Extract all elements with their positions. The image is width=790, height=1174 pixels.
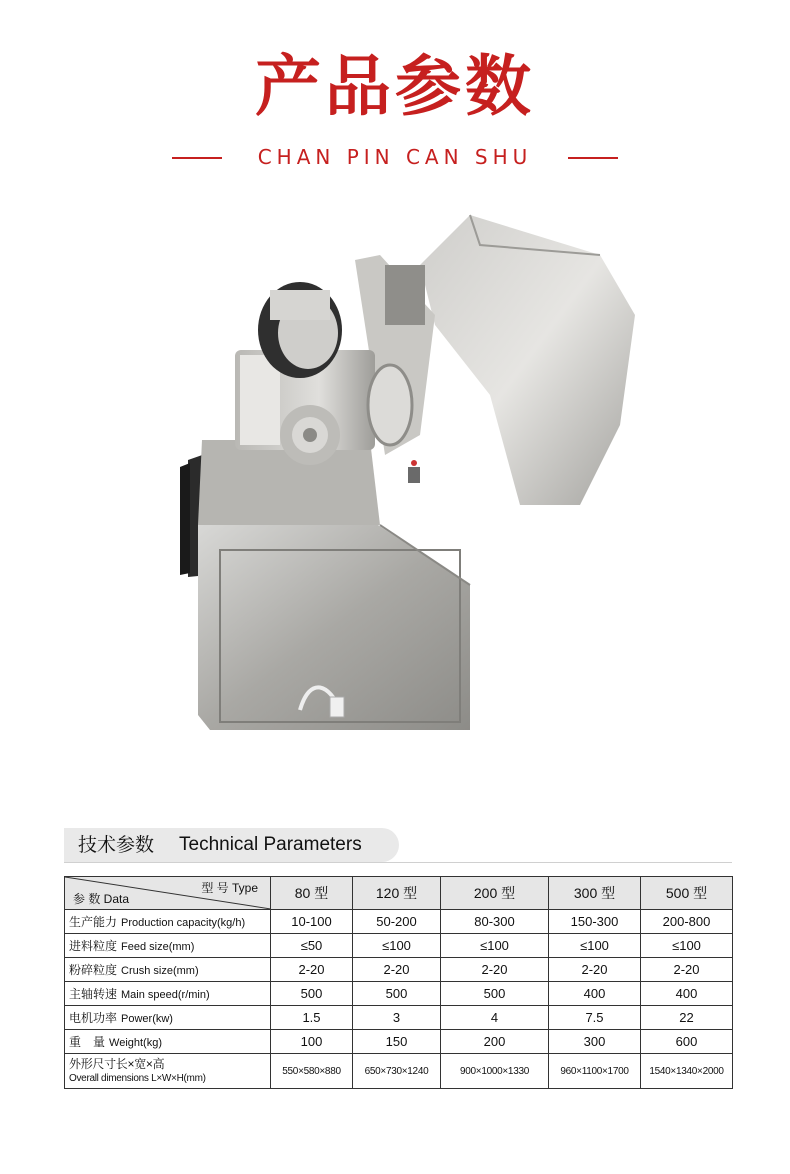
table-cell: 2-20	[641, 958, 733, 982]
row-label-zh: 主轴转速	[69, 987, 118, 1001]
table-cell: 200-800	[641, 910, 733, 934]
subtitle-row	[0, 142, 790, 172]
table-row	[65, 934, 733, 958]
model-header: 300 型	[549, 877, 641, 910]
row-label	[65, 1006, 271, 1030]
row-label	[65, 910, 271, 934]
table-cell: 500	[353, 982, 441, 1006]
row-label-en: Weight(kg)	[109, 1037, 162, 1049]
parameters-table	[64, 876, 733, 1089]
table-cell: 150-300	[549, 910, 641, 934]
table-cell: ≤100	[353, 934, 441, 958]
row-label	[65, 982, 271, 1006]
table-cell: 3	[353, 1006, 441, 1030]
section-title-zh: 技术参数	[78, 834, 155, 856]
row-label-zh: 电机功率	[69, 1011, 118, 1025]
section-divider	[64, 862, 732, 863]
table-cell: 400	[641, 982, 733, 1006]
table-row	[65, 982, 733, 1006]
table-corner-cell	[65, 877, 271, 910]
row-label-en: Main speed(r/min)	[121, 989, 210, 1001]
table-cell: 300	[549, 1030, 641, 1054]
table-cell: 2-20	[353, 958, 441, 982]
row-label-zh: 外形尺寸长×宽×高	[69, 1056, 165, 1071]
crusher-machine-photo	[180, 205, 650, 740]
subtitle-divider-right	[568, 157, 618, 159]
section-title-en: Technical Parameters	[179, 834, 362, 855]
row-label-en: Feed size(mm)	[121, 941, 195, 953]
row-label-en: Overall dimensions L×W×H(mm)	[69, 1072, 206, 1084]
table-cell: 2-20	[441, 958, 549, 982]
table-cell: 200	[441, 1030, 549, 1054]
row-label-en: Power(kw)	[121, 1013, 173, 1025]
table-cell: 7.5	[549, 1006, 641, 1030]
table-row	[65, 910, 733, 934]
table-cell: 150	[353, 1030, 441, 1054]
row-label-en: Production capacity(kg/h)	[121, 917, 246, 929]
table-row	[65, 958, 733, 982]
table-header-row	[65, 877, 733, 910]
table-row	[65, 1054, 733, 1089]
table-cell: 4	[441, 1006, 549, 1030]
table-cell: 550×580×880	[271, 1054, 353, 1089]
table-cell: ≤100	[549, 934, 641, 958]
row-label	[65, 958, 271, 982]
table-cell: 80-300	[441, 910, 549, 934]
table-cell: 960×1100×1700	[549, 1054, 641, 1089]
table-cell: 10-100	[271, 910, 353, 934]
model-header: 200 型	[441, 877, 549, 910]
row-label-zh: 粉碎粒度	[69, 963, 118, 977]
table-cell: 650×730×1240	[353, 1054, 441, 1089]
model-header: 500 型	[641, 877, 733, 910]
row-label-en: Crush size(mm)	[121, 965, 199, 977]
subtitle-divider-left	[172, 157, 222, 159]
corner-type-label: 型 号 Type	[201, 881, 258, 895]
model-header: 120 型	[353, 877, 441, 910]
row-label-zh: 进料粒度	[69, 939, 118, 953]
row-label	[65, 1054, 271, 1089]
table-cell: ≤100	[641, 934, 733, 958]
row-label-zh: 重 量	[69, 1035, 106, 1049]
table-cell: ≤100	[441, 934, 549, 958]
page-subtitle: CHAN PIN CAN SHU	[257, 145, 533, 169]
page-title: 产品参数	[255, 48, 535, 125]
table-row	[65, 1006, 733, 1030]
table-cell: 1540×1340×2000	[641, 1054, 733, 1089]
table-cell: 600	[641, 1030, 733, 1054]
model-header: 80 型	[271, 877, 353, 910]
table-cell: 500	[271, 982, 353, 1006]
table-cell: 2-20	[549, 958, 641, 982]
table-cell: 50-200	[353, 910, 441, 934]
table-cell: 1.5	[271, 1006, 353, 1030]
section-header	[64, 828, 399, 862]
table-cell: 900×1000×1330	[441, 1054, 549, 1089]
table-cell: 100	[271, 1030, 353, 1054]
table-cell: ≤50	[271, 934, 353, 958]
table-cell: 22	[641, 1006, 733, 1030]
table-row	[65, 1030, 733, 1054]
table-cell: 400	[549, 982, 641, 1006]
row-label	[65, 1030, 271, 1054]
row-label-zh: 生产能力	[69, 915, 118, 929]
table-cell: 2-20	[271, 958, 353, 982]
table-cell: 500	[441, 982, 549, 1006]
corner-data-label: 参 数 Data	[73, 892, 130, 906]
row-label	[65, 934, 271, 958]
